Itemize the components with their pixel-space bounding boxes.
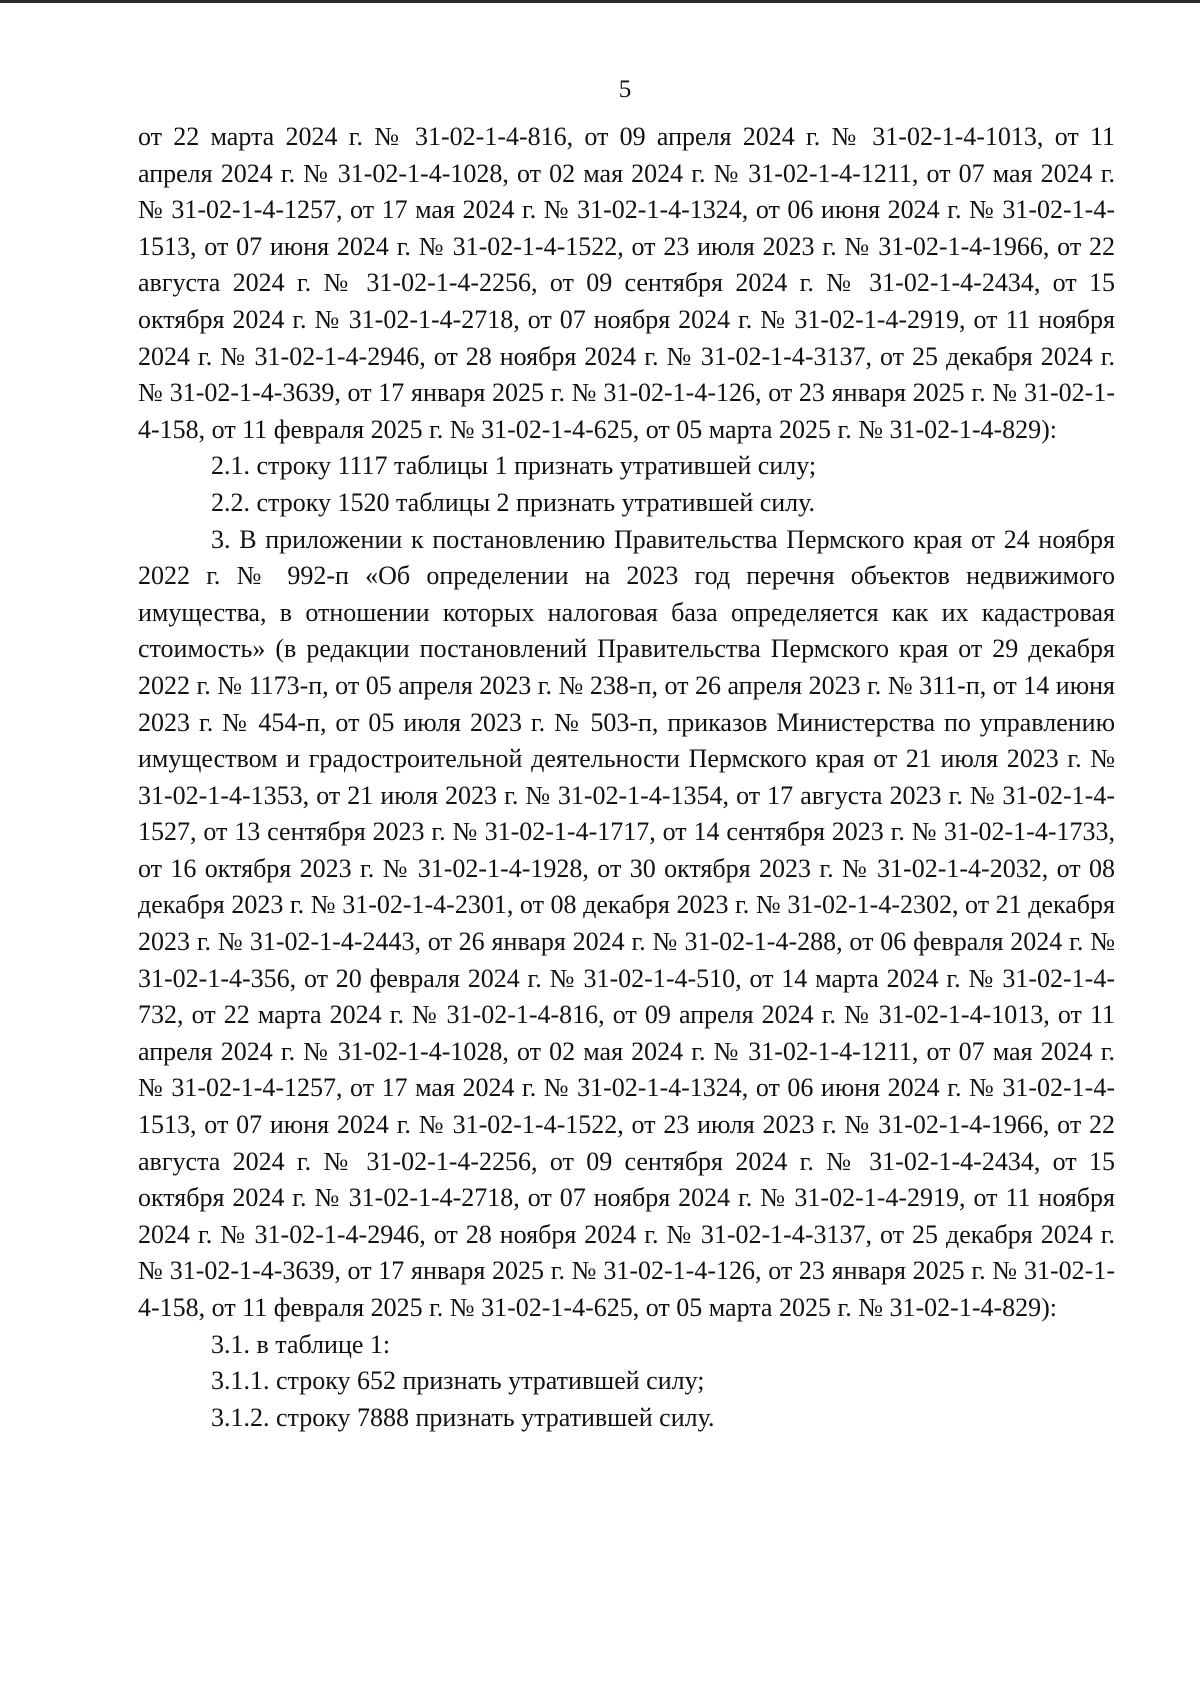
scan-edge <box>0 0 1200 3</box>
list-item-2-1: 2.1. строку 1117 таблицы 1 признать утратившей силу; <box>211 451 817 481</box>
document-body <box>138 119 1115 1436</box>
list-item-2-2: 2.2. строку 1520 таблицы 2 признать утратившей силу. <box>211 487 816 517</box>
list-item-3-1-2: 3.1.2. строку 7888 признать утратившей силу. <box>211 1402 715 1432</box>
section-3-paragraph: 3. В приложении к постановлению Правительства Пермского края от 24 ноября 2022 г. № 992-п «Об определении на 2023 год перечня объектов недвижимого имущества, в отношении которых налоговая база определяется как их кадастровая стоимость» (в редакции постановлений Правительства Пермского края от 29 декабря 2022 г. № 1173-п, от 05 апреля 2023 г. № 238-п, от 26 апреля 2023 г. № 311-п, от 14 июня 2023 г. № 454-п, от 05 июля 2023 г. № 503-п, приказов Министерства по управлению имуществом и градостроительной деятельности Пермского края от 21 июля 2023 г. № 31-02-1-4-1353, от 21 июля 2023 г. № 31-02-1-4-1354, от 17 августа 2023 г. № 31-02-1-4-1527, от 13 сентября 2023 г. № 31-02-1-4-1717, от 14 сентября 2023 г. № 31-02-1-4-1733, от 16 октября 2023 г. № 31-02-1-4-1928, от 30 октября 2023 г. № 31-02-1-4-2032, от 08 декабря 2023 г. № 31-02-1-4-2301, от 08 декабря 2023 г. № 31-02-1-4-2302, от 21 декабря 2023 г. № 31-02-1-4-2443, от 26 января 2024 г. № 31-02-1-4-288, от 06 февраля 2024 г. № 31-02-1-4-356, от 20 февраля 2024 г. № 31-02-1-4-510, от 14 марта 2024 г. № 31-02-1-4-732, от 22 марта 2024 г. № 31-02-1-4-816, от 09 апреля 2024 г. № 31-02-1-4-1013, от 11 апреля 2024 г. № 31-02-1-4-1028, от 02 мая 2024 г. № 31-02-1-4-1211, от 07 мая 2024 г. № 31-02-1-4-1257, от 17 мая 2024 г. № 31-02-1-4-1324, от 06 июня 2024 г. № 31-02-1-4-1513, от 07 июня 2024 г. № 31-02-1-4-1522, от 23 июля 2023 г. № 31-02-1-4-1966, от 22 августа 2024 г. № 31-02-1-4-2256, от 09 сентября 2024 г. № 31-02-1-4-2434, от 15 октября 2024 г. № 31-02-1-4-2718, от 07 ноября 2024 г. № 31-02-1-4-2919, от 11 ноября 2024 г. № 31-02-1-4-2946, от 28 ноября 2024 г. № 31-02-1-4-3137, от 25 декабря 2024 г. № 31-02-1-4-3639, от 17 января 2025 г. № 31-02-1-4-126, от 23 января 2025 г. № 31-02-1-4-158, от 11 февраля 2025 г. № 31-02-1-4-625, от 05 марта 2025 г. № 31-02-1-4-829): <box>138 524 1115 1322</box>
page-number: 5 <box>618 76 632 103</box>
list-item-3-1-1: 3.1.1. строку 652 признать утратившей силу; <box>211 1366 705 1396</box>
list-item-3-1: 3.1. в таблице 1: <box>211 1329 391 1359</box>
continuation-paragraph: от 22 марта 2024 г. № 31-02-1-4-816, от 09 апреля 2024 г. № 31-02-1-4-1013, от 11 апреля 2024 г. № 31-02-1-4-1028, от 02 мая 2024 г. № 31-02-1-4-1211, от 07 мая 2024 г. № 31-02-1-4-1257, от 17 мая 2024 г. № 31-02-1-4-1324, от 06 июня 2024 г. № 31-02-1-4-1513, от 07 июня 2024 г. № 31-02-1-4-1522, от 23 июля 2023 г. № 31-02-1-4-1966, от 22 августа 2024 г. № 31-02-1-4-2256, от 09 сентября 2024 г. № 31-02-1-4-2434, от 15 октября 2024 г. № 31-02-1-4-2718, от 07 ноября 2024 г. № 31-02-1-4-2919, от 11 ноября 2024 г. № 31-02-1-4-2946, от 28 ноября 2024 г. № 31-02-1-4-3137, от 25 декабря 2024 г. № 31-02-1-4-3639, от 17 января 2025 г. № 31-02-1-4-126, от 23 января 2025 г. № 31-02-1-4-158, от 11 февраля 2025 г. № 31-02-1-4-625, от 05 марта 2025 г. № 31-02-1-4-829): <box>138 122 1115 444</box>
